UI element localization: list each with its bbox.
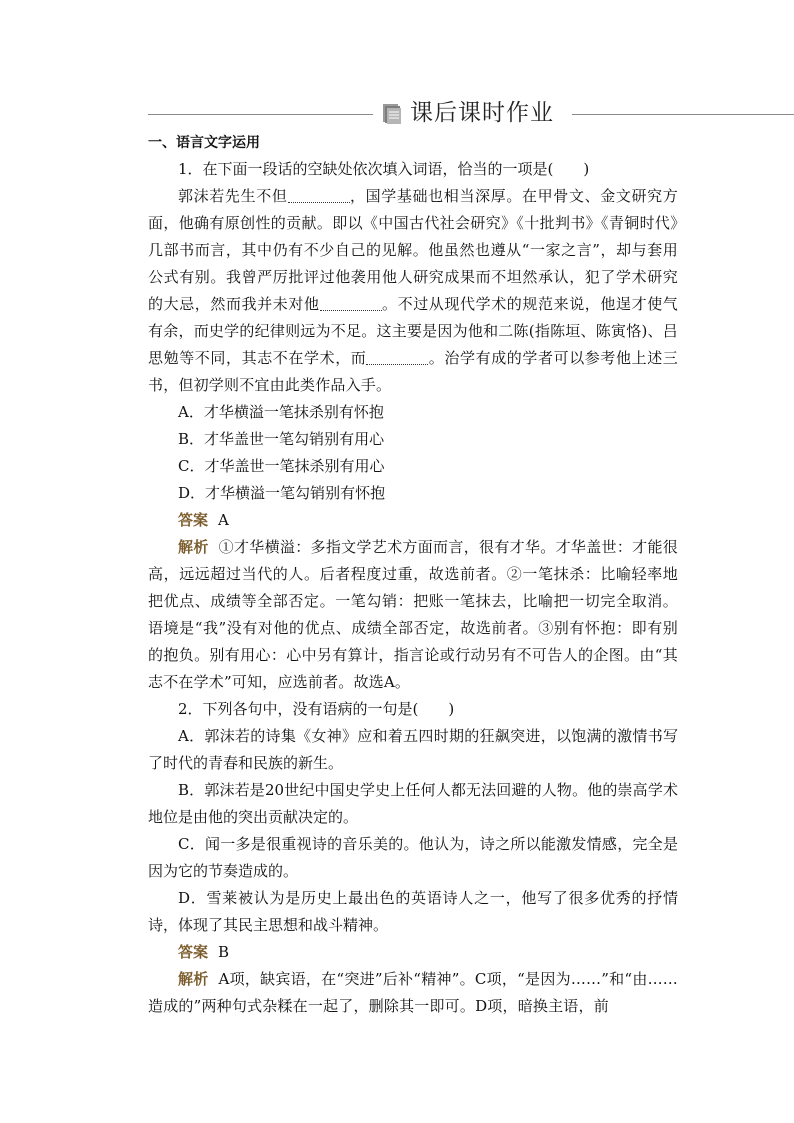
passage-part-3: 。不过从现代学术的规范来说，他逞才使气有余，而史学的纪律则远为不足。这主要是因为他和二陈(指陈垣、陈寅恪)、吕思勉等不同，其志不在学术，而 [148,295,679,367]
blank-1 [288,186,350,203]
blank-3 [366,348,428,365]
passage-part-2: ，国学基础也相当深厚。在甲骨文、金文研究方面，他确有原创性的贡献。即以《中国古代社会研究》《十批判书》《青铜时代》几部书而言，其中仍有不少自己的见解。他虽然也遵从“一家之言”，却与套用公式有别。我曾严厉批评过他袭用他人研究成果而不坦然承认，犯了学术研究的大忌，然而我并未对他 [148,187,678,313]
question-1-answer [148,507,678,534]
analysis-text: ①才华横溢：多指文学艺术方面而言，很有才华。才华盖世：才能很高，远远超过当代的人。后者程度过重，故选前者。②一笔抹杀：比喻轻率地把优点、成绩等全部否定。一笔勾销：把账一笔抹去，比喻把一切完全取消。语境是“我”没有对他的优点、成绩全部否定，故选前者。③别有怀抱：即有别的抱负。别有用心：心中另有算计，指言论或行动另有不可告人的企图。由“其志不在学术”可知，应选前者。故选A。 [148,538,678,691]
answer-label: 答案 [178,511,209,529]
question-1-stem: 1．在下面一段话的空缺处依次填入词语，恰当的一项是( ) [178,160,590,178]
page-header [148,97,794,129]
header-rule-left [148,114,373,115]
question-1-analysis [148,534,678,696]
question-2-answer [148,939,678,966]
blank-2 [320,294,382,311]
question-2-stem: 2．下列各句中，没有语病的一句是( ) [178,700,455,718]
section-heading: 一、语言文字运用 [148,135,260,151]
answer-value: B [218,943,230,961]
q2-option-a: A．郭沫若的诗集《女神》应和着五四时期的狂飙突进，以饱满的激情书写了时代的青春和民族的新生。 [148,727,678,772]
option-a: A．才华横溢一笔抹杀别有怀抱 [178,403,384,421]
homework-content [148,130,678,1020]
q2-option-b: B．郭沫若是20世纪中国史学史上任何人都无法回避的人物。他的崇高学术地位是由他的突出贡献决定的。 [148,781,678,826]
analysis-label: 解析 [178,538,209,556]
option-c: C．才华盖世一笔抹杀别有用心 [178,457,385,475]
page-title: 课后课时作业 [410,100,554,126]
q2-option-d: D．雪莱被认为是历史上最出色的英语诗人之一，他写了很多优秀的抒情诗，体现了其民主思想和战斗精神。 [148,889,678,934]
passage-part-4: 。治学有成的学者可以参考他上述三书，但初学则不宜由此类作品入手。 [148,349,678,394]
option-d: D．才华横溢一笔勾销别有怀抱 [178,484,386,502]
analysis-label: 解析 [178,970,209,988]
header-rule-right [572,114,794,115]
analysis-text: A项，缺宾语，在“突进”后补“精神”。C项，“是因为……”和“由……造成的”两种句式杂糅在一起了，删除其一即可。D项，暗换主语，前 [148,970,678,1015]
q2-option-c: C．闻一多是很重视诗的音乐美的。他认为，诗之所以能激发情感，完全是因为它的节奏造成的。 [148,835,678,880]
question-1-passage [148,183,678,399]
option-b: B．才华盖世一笔勾销别有用心 [178,430,385,448]
passage-part-1: 郭沫若先生不但 [178,187,288,205]
answer-value: A [218,511,229,529]
book-stack-icon [380,101,404,125]
answer-label: 答案 [178,943,209,961]
question-2-analysis [148,966,678,1020]
